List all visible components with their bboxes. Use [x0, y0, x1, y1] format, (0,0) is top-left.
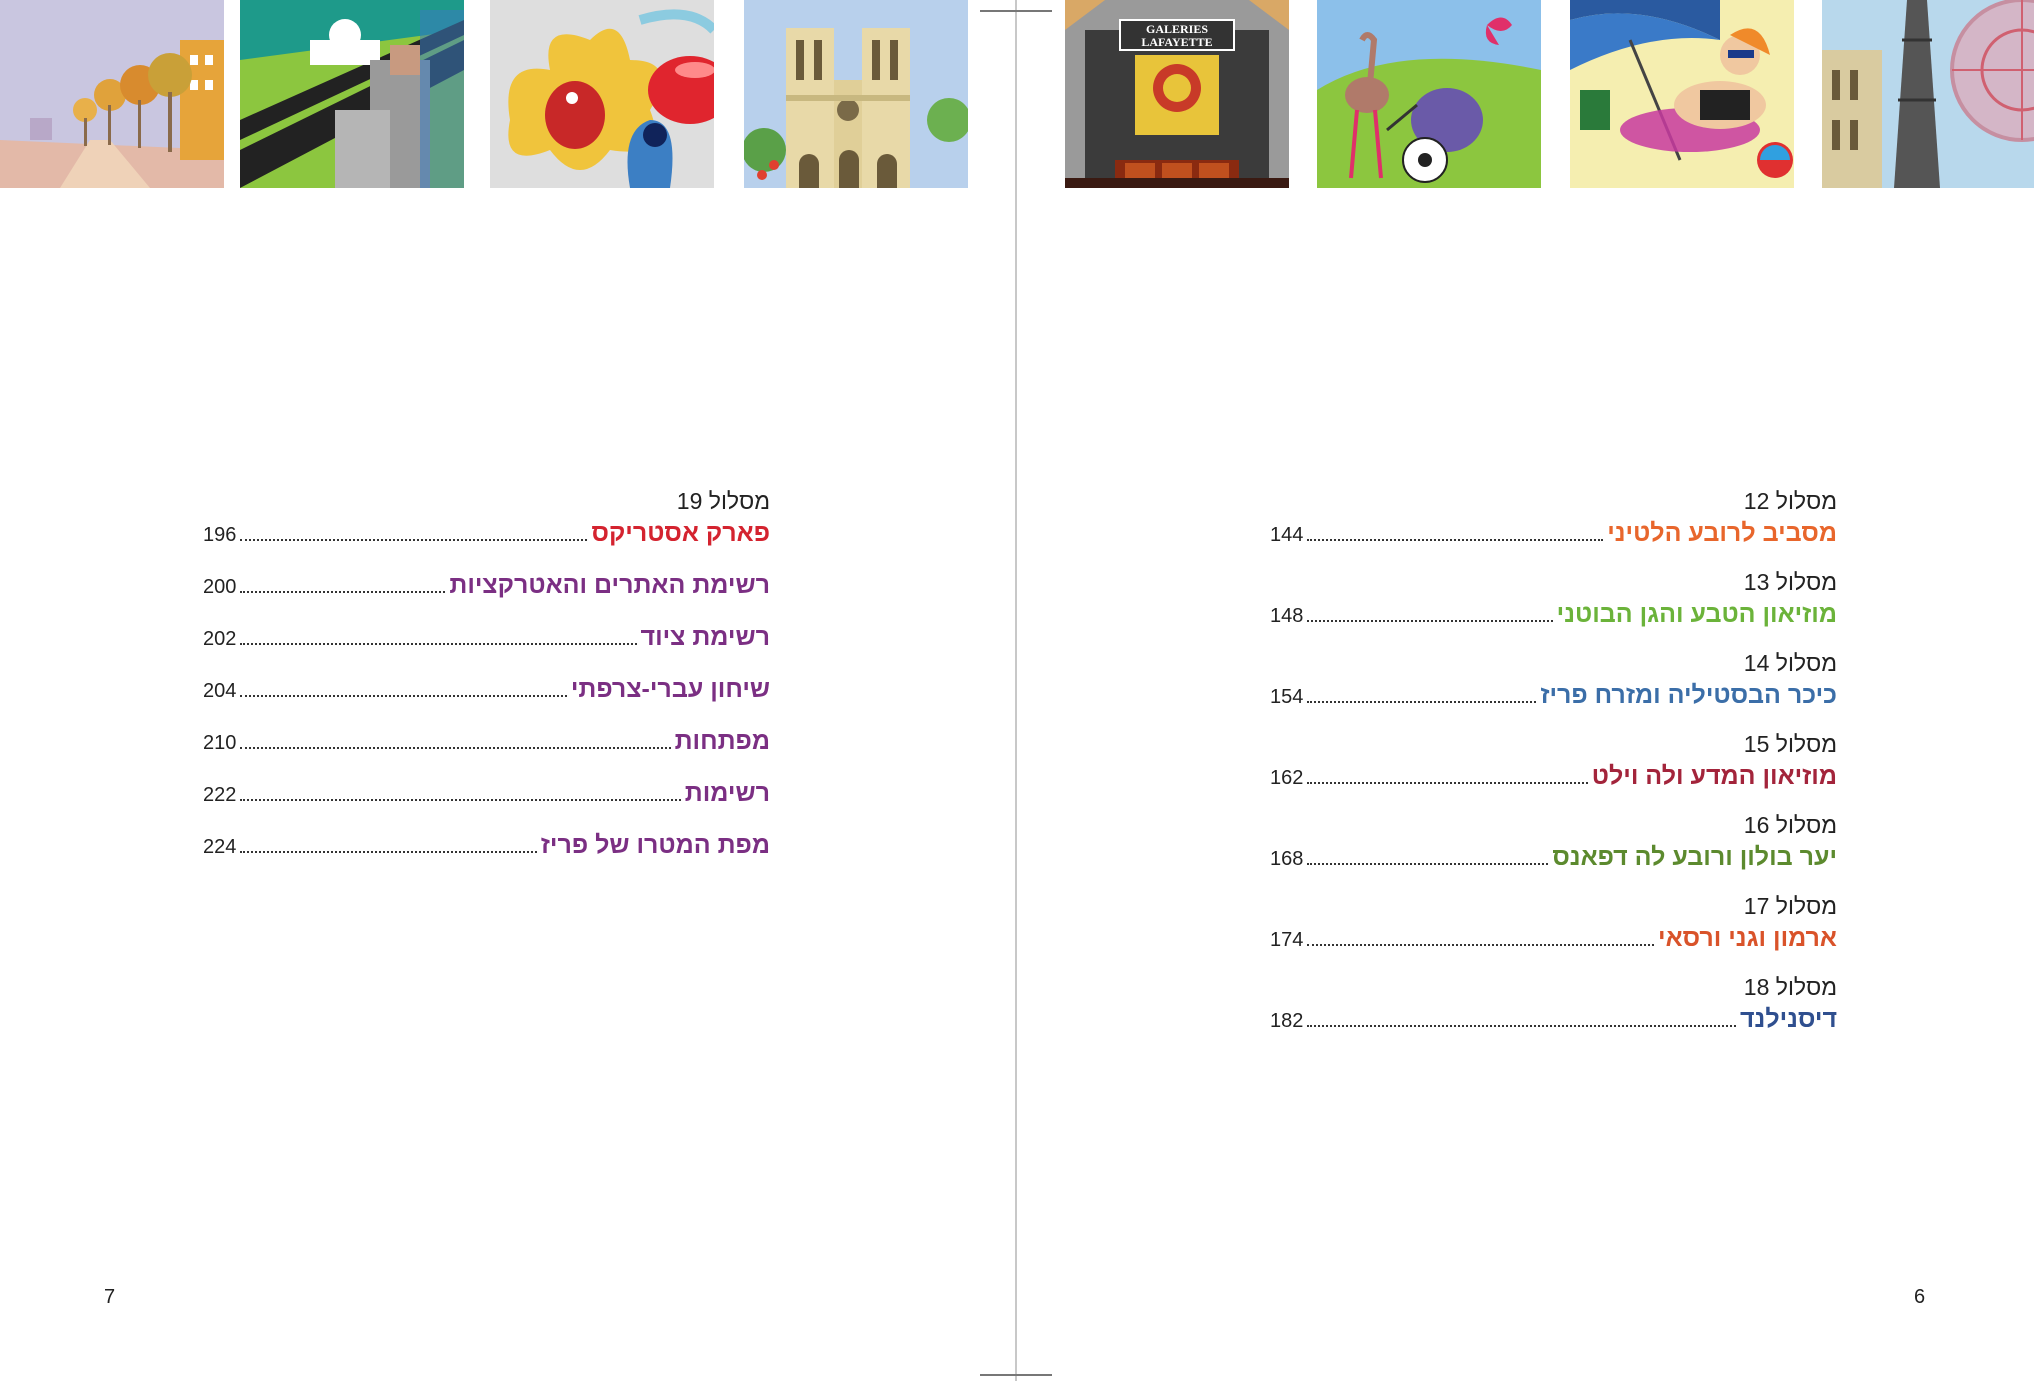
- dot-leader: [1307, 1024, 1736, 1027]
- toc-entry[interactable]: [203, 515, 770, 551]
- toc-entry-page-number: 182: [1270, 1010, 1304, 1032]
- toc-entry-title: מסביב לרובע הלטיני: [1607, 519, 1837, 547]
- stravinsky-fountain-illustration: [490, 0, 714, 188]
- route-19-label: מסלול 19: [676, 488, 770, 514]
- route-label: מסלול 17: [1743, 893, 1837, 919]
- boulevard-illustration: [0, 0, 224, 188]
- crop-mark-bottom: [980, 1374, 1052, 1376]
- toc-entry-title: יער בולון ורובע לה דפאנס: [1552, 843, 1837, 871]
- galeries-sign-line1: GALERIES: [1145, 22, 1209, 36]
- route-label: מסלול 14: [1743, 650, 1837, 676]
- dot-leader: [240, 538, 587, 541]
- dot-leader: [240, 642, 636, 645]
- dot-leader: [240, 798, 680, 801]
- toc-entry[interactable]: [203, 723, 770, 759]
- toc-entry-page-number: 174: [1270, 929, 1304, 951]
- route-block: [1270, 892, 1837, 956]
- toc-entry[interactable]: [203, 619, 770, 655]
- toc-entry-title: מוזיאון המדע ולה וילט: [1591, 762, 1837, 790]
- toc-entry-page-number: 162: [1270, 767, 1304, 789]
- toc-left-page: [203, 487, 770, 879]
- toc-entry-page-number: 196: [203, 524, 237, 546]
- toc-entry[interactable]: [1270, 515, 1837, 551]
- toc-entry-title: מפתחות: [674, 727, 770, 755]
- notre-dame-illustration: [744, 0, 968, 188]
- page-number-left: 7: [104, 1286, 116, 1308]
- page-number-right: 6: [1914, 1286, 1926, 1308]
- toc-entry-title: דיסנילנד: [1740, 1005, 1837, 1033]
- toc-entry-page-number: 202: [203, 628, 237, 650]
- toc-entry-title: רשימת האתרים והאטרקציות: [449, 571, 770, 599]
- toc-right-page: [1270, 487, 1837, 1054]
- dot-leader: [1307, 538, 1603, 541]
- toc-entry[interactable]: [203, 827, 770, 863]
- toc-entry[interactable]: [1270, 1001, 1837, 1037]
- toc-entry-page-number: 168: [1270, 848, 1304, 870]
- dot-leader: [1307, 943, 1654, 946]
- toc-entry-page-number: 200: [203, 576, 237, 598]
- toc-entry-page-number: 144: [1270, 524, 1304, 546]
- toc-entry-page-number: 204: [203, 680, 237, 702]
- zoo-birds-illustration: [1317, 0, 1541, 188]
- route-block: [1270, 487, 1837, 551]
- toc-entry-page-number: 148: [1270, 605, 1304, 627]
- dot-leader: [1307, 700, 1536, 703]
- route-label: מסלול 18: [1743, 974, 1837, 1000]
- toc-entry-title: רשימת ציוד: [640, 623, 770, 651]
- toc-entry-title: ארמון וגני ורסאי: [1658, 924, 1837, 952]
- toc-entry-title: מוזיאון הטבע והגן הבוטני: [1556, 600, 1837, 628]
- dot-leader: [240, 590, 445, 593]
- toc-entry[interactable]: [203, 775, 770, 811]
- toc-entry-title: כיכר הבסטיליה ומזרח פריז: [1540, 681, 1837, 709]
- toc-entry[interactable]: [1270, 596, 1837, 632]
- dot-leader: [1307, 781, 1587, 784]
- toc-entry[interactable]: [1270, 758, 1837, 794]
- crop-mark-top: [980, 10, 1052, 12]
- gutter-line: [1015, 0, 1017, 1381]
- dot-leader: [1307, 619, 1552, 622]
- toc-entry-title: מפת המטרו של פריז: [540, 831, 770, 859]
- route-label: מסלול 16: [1743, 812, 1837, 838]
- dot-leader: [240, 694, 567, 697]
- dot-leader: [240, 850, 536, 853]
- route-label: מסלול 15: [1743, 731, 1837, 757]
- montmartre-illustration: [240, 0, 464, 188]
- toc-entry-page-number: 154: [1270, 686, 1304, 708]
- toc-entry[interactable]: [1270, 839, 1837, 875]
- dot-leader: [240, 746, 670, 749]
- paris-plages-illustration: [1570, 0, 1794, 188]
- dot-leader: [1307, 862, 1548, 865]
- route-label: מסלול 12: [1743, 488, 1837, 514]
- toc-entry[interactable]: [203, 671, 770, 707]
- route-block: [1270, 811, 1837, 875]
- toc-entry-page-number: 222: [203, 784, 237, 806]
- toc-entry-page-number: 224: [203, 836, 237, 858]
- route-block: [1270, 568, 1837, 632]
- route-block: [1270, 973, 1837, 1037]
- route-label: מסלול 13: [1743, 569, 1837, 595]
- route-block: [1270, 649, 1837, 713]
- toc-entry[interactable]: [203, 567, 770, 603]
- route-block: [1270, 730, 1837, 794]
- galeries-sign-line2: LAFAYETTE: [1141, 35, 1213, 49]
- eiffel-ferris-wheel-illustration: [1822, 0, 2034, 188]
- toc-entry[interactable]: [1270, 920, 1837, 956]
- toc-entry-title: שיחון עברי-צרפתי: [570, 675, 770, 703]
- toc-entry-title: פארק אסטריקס: [591, 519, 770, 547]
- toc-entry-title: רשימות: [684, 779, 770, 807]
- toc-entry[interactable]: [1270, 677, 1837, 713]
- galeries-lafayette-illustration: [1065, 0, 1289, 188]
- toc-entry-page-number: 210: [203, 732, 237, 754]
